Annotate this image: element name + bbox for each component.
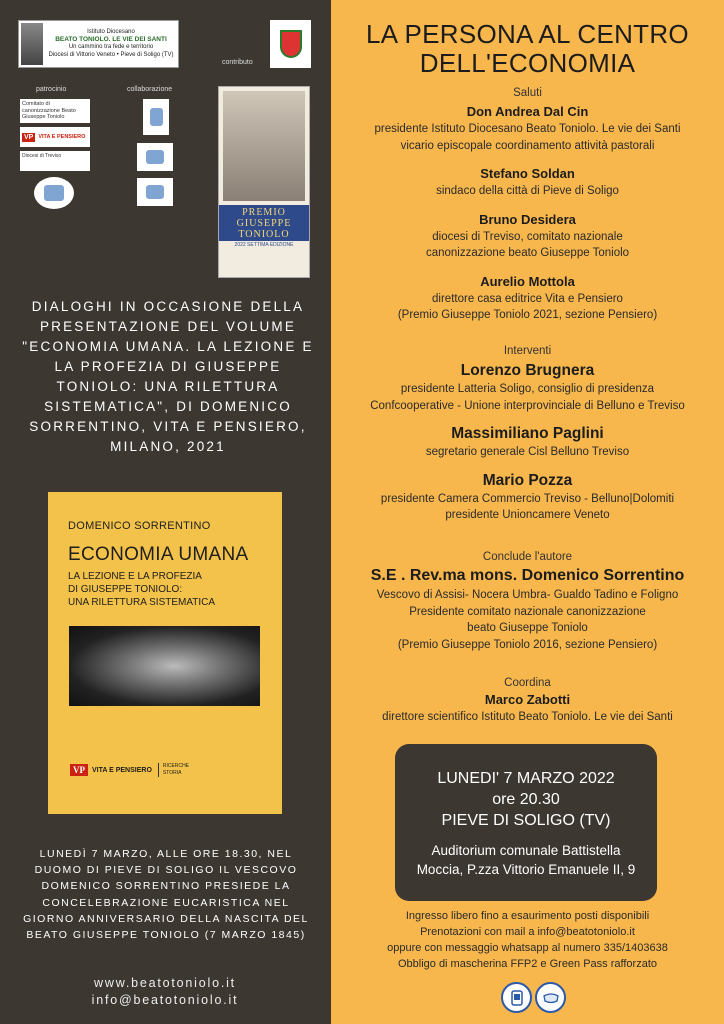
speaker-desc: presidente Camera Commercio Treviso - Belluno|Dolomiti xyxy=(380,492,675,505)
green-pass-icon xyxy=(501,982,532,1013)
speaker-desc: segretario generale Cisl Belluno Treviso xyxy=(425,446,630,458)
note-line: oppure con messaggio whatsapp al numero 335/1403638 xyxy=(387,942,668,954)
event-datetime xyxy=(395,768,657,831)
series-line: RICERCHE xyxy=(162,763,190,769)
istituto-logo xyxy=(18,20,179,68)
contributo-label: contributo xyxy=(222,59,253,66)
saluti-section xyxy=(331,86,724,324)
coordina-section xyxy=(331,676,724,726)
coordinator-name: Marco Zabotti xyxy=(484,692,571,707)
note-line: Obbligo di mascherina FFP2 e Green Pass rafforzato xyxy=(397,958,658,970)
book-cover xyxy=(48,492,282,814)
venue-line: Moccia, P.zza Vittorio Emanuele II, 9 xyxy=(416,862,636,877)
book-subtitle-line: LA LEZIONE E LA PROFEZIA xyxy=(68,571,202,582)
section-label: Conclude l'autore xyxy=(482,551,573,563)
book-subtitle xyxy=(68,570,215,609)
diocesi-treviso-logo: Diocesi di Treviso xyxy=(20,151,90,171)
section-label: Saluti xyxy=(513,87,542,99)
event-venue xyxy=(395,841,657,879)
event-day: LUNEDI' 7 MARZO 2022 xyxy=(437,770,615,787)
speaker-desc: (Premio Giuseppe Toniolo 2021, sezione Pensiero) xyxy=(397,309,658,321)
website-link[interactable]: www.beatotoniolo.it xyxy=(94,976,236,990)
speaker-desc: direttore casa editrice Vita e Pensiero xyxy=(432,292,623,305)
collaborazione-label: collaborazione xyxy=(127,86,173,93)
speaker-desc: presidente Latteria Soligo, consiglio di presidenza xyxy=(400,383,655,395)
logo-line: Istituto Diocesano xyxy=(87,28,135,35)
speaker-desc: diocesi di Treviso, comitato nazionale xyxy=(432,230,623,243)
speaker-desc: vicario episcopale coordinamento attività pastorali xyxy=(400,139,655,152)
premio-band: PREMIO GIUSEPPE TONIOLO xyxy=(219,205,309,241)
contacts xyxy=(60,975,270,1009)
collaborazione-logo-1 xyxy=(143,99,169,135)
author-desc: (Premio Giuseppe Toniolo 2016, sezione Pensiero) xyxy=(397,638,658,651)
author-desc: Vescovo di Assisi- Nocera Umbra- Gualdo Tadino e Foligno xyxy=(376,589,679,601)
info-notes xyxy=(331,908,724,972)
toniolo-photo xyxy=(69,626,260,706)
toniolo-portrait-icon xyxy=(21,23,43,65)
section-label: Coordina xyxy=(504,677,551,689)
section-label: Interventi xyxy=(503,345,552,357)
speaker-name: Don Andrea Dal Cin xyxy=(466,104,589,119)
author-name: S.E . Rev.ma mons. Domenico Sorrentino xyxy=(370,567,685,584)
speaker-name: Lorenzo Brugnera xyxy=(460,362,595,379)
book-series xyxy=(158,763,189,777)
logo-line: Un cammino tra fede e territorio xyxy=(68,44,154,51)
event-title-line: LA PERSONA AL CENTRO xyxy=(366,19,689,49)
vp-text: VITA E PENSIERO xyxy=(38,134,86,140)
conclude-section xyxy=(331,550,724,653)
coordinator-desc: direttore scientifico Istituto Beato Toniolo. Le vie dei Santi xyxy=(382,711,673,723)
book-publisher xyxy=(70,763,189,777)
event-place: PIEVE DI SOLIGO (TV) xyxy=(441,812,611,829)
email-link[interactable]: info@beatotoniolo.it xyxy=(91,993,239,1007)
author-desc: beato Giuseppe Toniolo xyxy=(467,622,588,634)
dialoghi-text: DIALOGHI IN OCCASIONE DELLA PRESENTAZIONE DEL VOLUME "ECONOMIA UMANA. LA LEZIONE E LA PROFEZIA DI GIUSEPPE TONIOLO: UNA RILETTURA SISTEMATICA", DI DOMENICO SORRENTINO, VITA E PENSIERO, MILANO, 2021 xyxy=(22,299,314,454)
note-line: Ingresso libero fino a esaurimento posti disponibili xyxy=(405,910,650,922)
book-subtitle-line: UNA RILETTURA SISTEMATICA xyxy=(68,597,216,608)
note-line: Prenotazioni con mail a info@beatotoniolo.it xyxy=(420,926,635,938)
series-line: STORIA xyxy=(162,770,182,776)
event-title-line: DELL'ECONOMIA xyxy=(419,48,636,78)
collaborazione-logo-3 xyxy=(137,178,173,206)
publisher-name: VITA E PENSIERO xyxy=(92,766,152,774)
event-title xyxy=(331,20,724,78)
speaker-name: Massimiliano Paglini xyxy=(451,425,604,442)
speaker-desc: presidente Unioncamere Veneto xyxy=(445,509,610,521)
interventi-section xyxy=(331,344,724,524)
premio-edition: 2022 SETTIMA EDIZIONE xyxy=(234,242,294,248)
logo-line: Diocesi di Vittorio Veneto • Pieve di Soligo (TV) xyxy=(48,51,174,58)
speaker-desc: presidente Istituto Diocesano Beato Toniolo. Le vie dei Santi xyxy=(374,123,681,135)
vp-mark: VP xyxy=(70,764,88,776)
event-date-box xyxy=(395,744,657,901)
pieve-di-soligo-crest xyxy=(270,20,311,68)
book-title: ECONOMIA UMANA xyxy=(68,544,249,565)
venue-line: Auditorium comunale Battistella xyxy=(431,843,621,858)
speaker-name: Aurelio Mottola xyxy=(480,273,575,289)
mask-icon xyxy=(535,982,566,1013)
vita-e-pensiero-logo xyxy=(20,127,90,147)
logo-line: BEATO TONIOLO. LE VIE DEI SANTI xyxy=(55,36,167,44)
speaker-desc: sindaco della città di Pieve di Soligo xyxy=(436,185,619,197)
requirement-icons xyxy=(501,982,566,1013)
speaker-name: Mario Pozza xyxy=(482,471,573,489)
comitato-logo: Comitato di canonizzazione Beato Giuseppe Toniolo xyxy=(20,99,90,123)
book-subtitle-line: DI GIUSEPPE TONIOLO: xyxy=(68,584,183,595)
speaker-desc: canonizzazione beato Giuseppe Toniolo xyxy=(425,247,630,259)
patrocinio-label: patrocinio xyxy=(36,86,67,93)
speaker-name: Stefano Soldan xyxy=(480,166,575,181)
patrocinio-round-logo xyxy=(34,177,74,209)
speaker-desc: Confcooperative - Unione interprovinciale di Belluno e Treviso xyxy=(370,399,685,412)
book-author: DOMENICO SORRENTINO xyxy=(68,520,211,532)
event-time: ore 20.30 xyxy=(492,791,560,808)
vp-mark: VP xyxy=(24,133,34,141)
mass-announcement: LUNEDÌ 7 MARZO, ALLE ORE 18.30, NEL DUOMO DI PIEVE DI SOLIGO IL VESCOVO DOMENICO SORRENTINO PRESIEDE LA CONCELEBRAZIONE EUCARISTICA NEL GIORNO ANNIVERSARIO DELLA NASCITA DEL BEATO GIUSEPPE TONIOLO (7 MARZO 1845) xyxy=(23,848,309,942)
collaborazione-logo-2 xyxy=(137,143,173,171)
author-desc: Presidente comitato nazionale canonizzazione xyxy=(409,605,646,618)
toniolo-portrait-icon xyxy=(223,91,305,201)
crest-icon xyxy=(280,30,302,58)
premio-toniolo-poster xyxy=(218,86,310,278)
speaker-name: Bruno Desidera xyxy=(479,211,576,227)
left-panel xyxy=(0,0,331,1024)
